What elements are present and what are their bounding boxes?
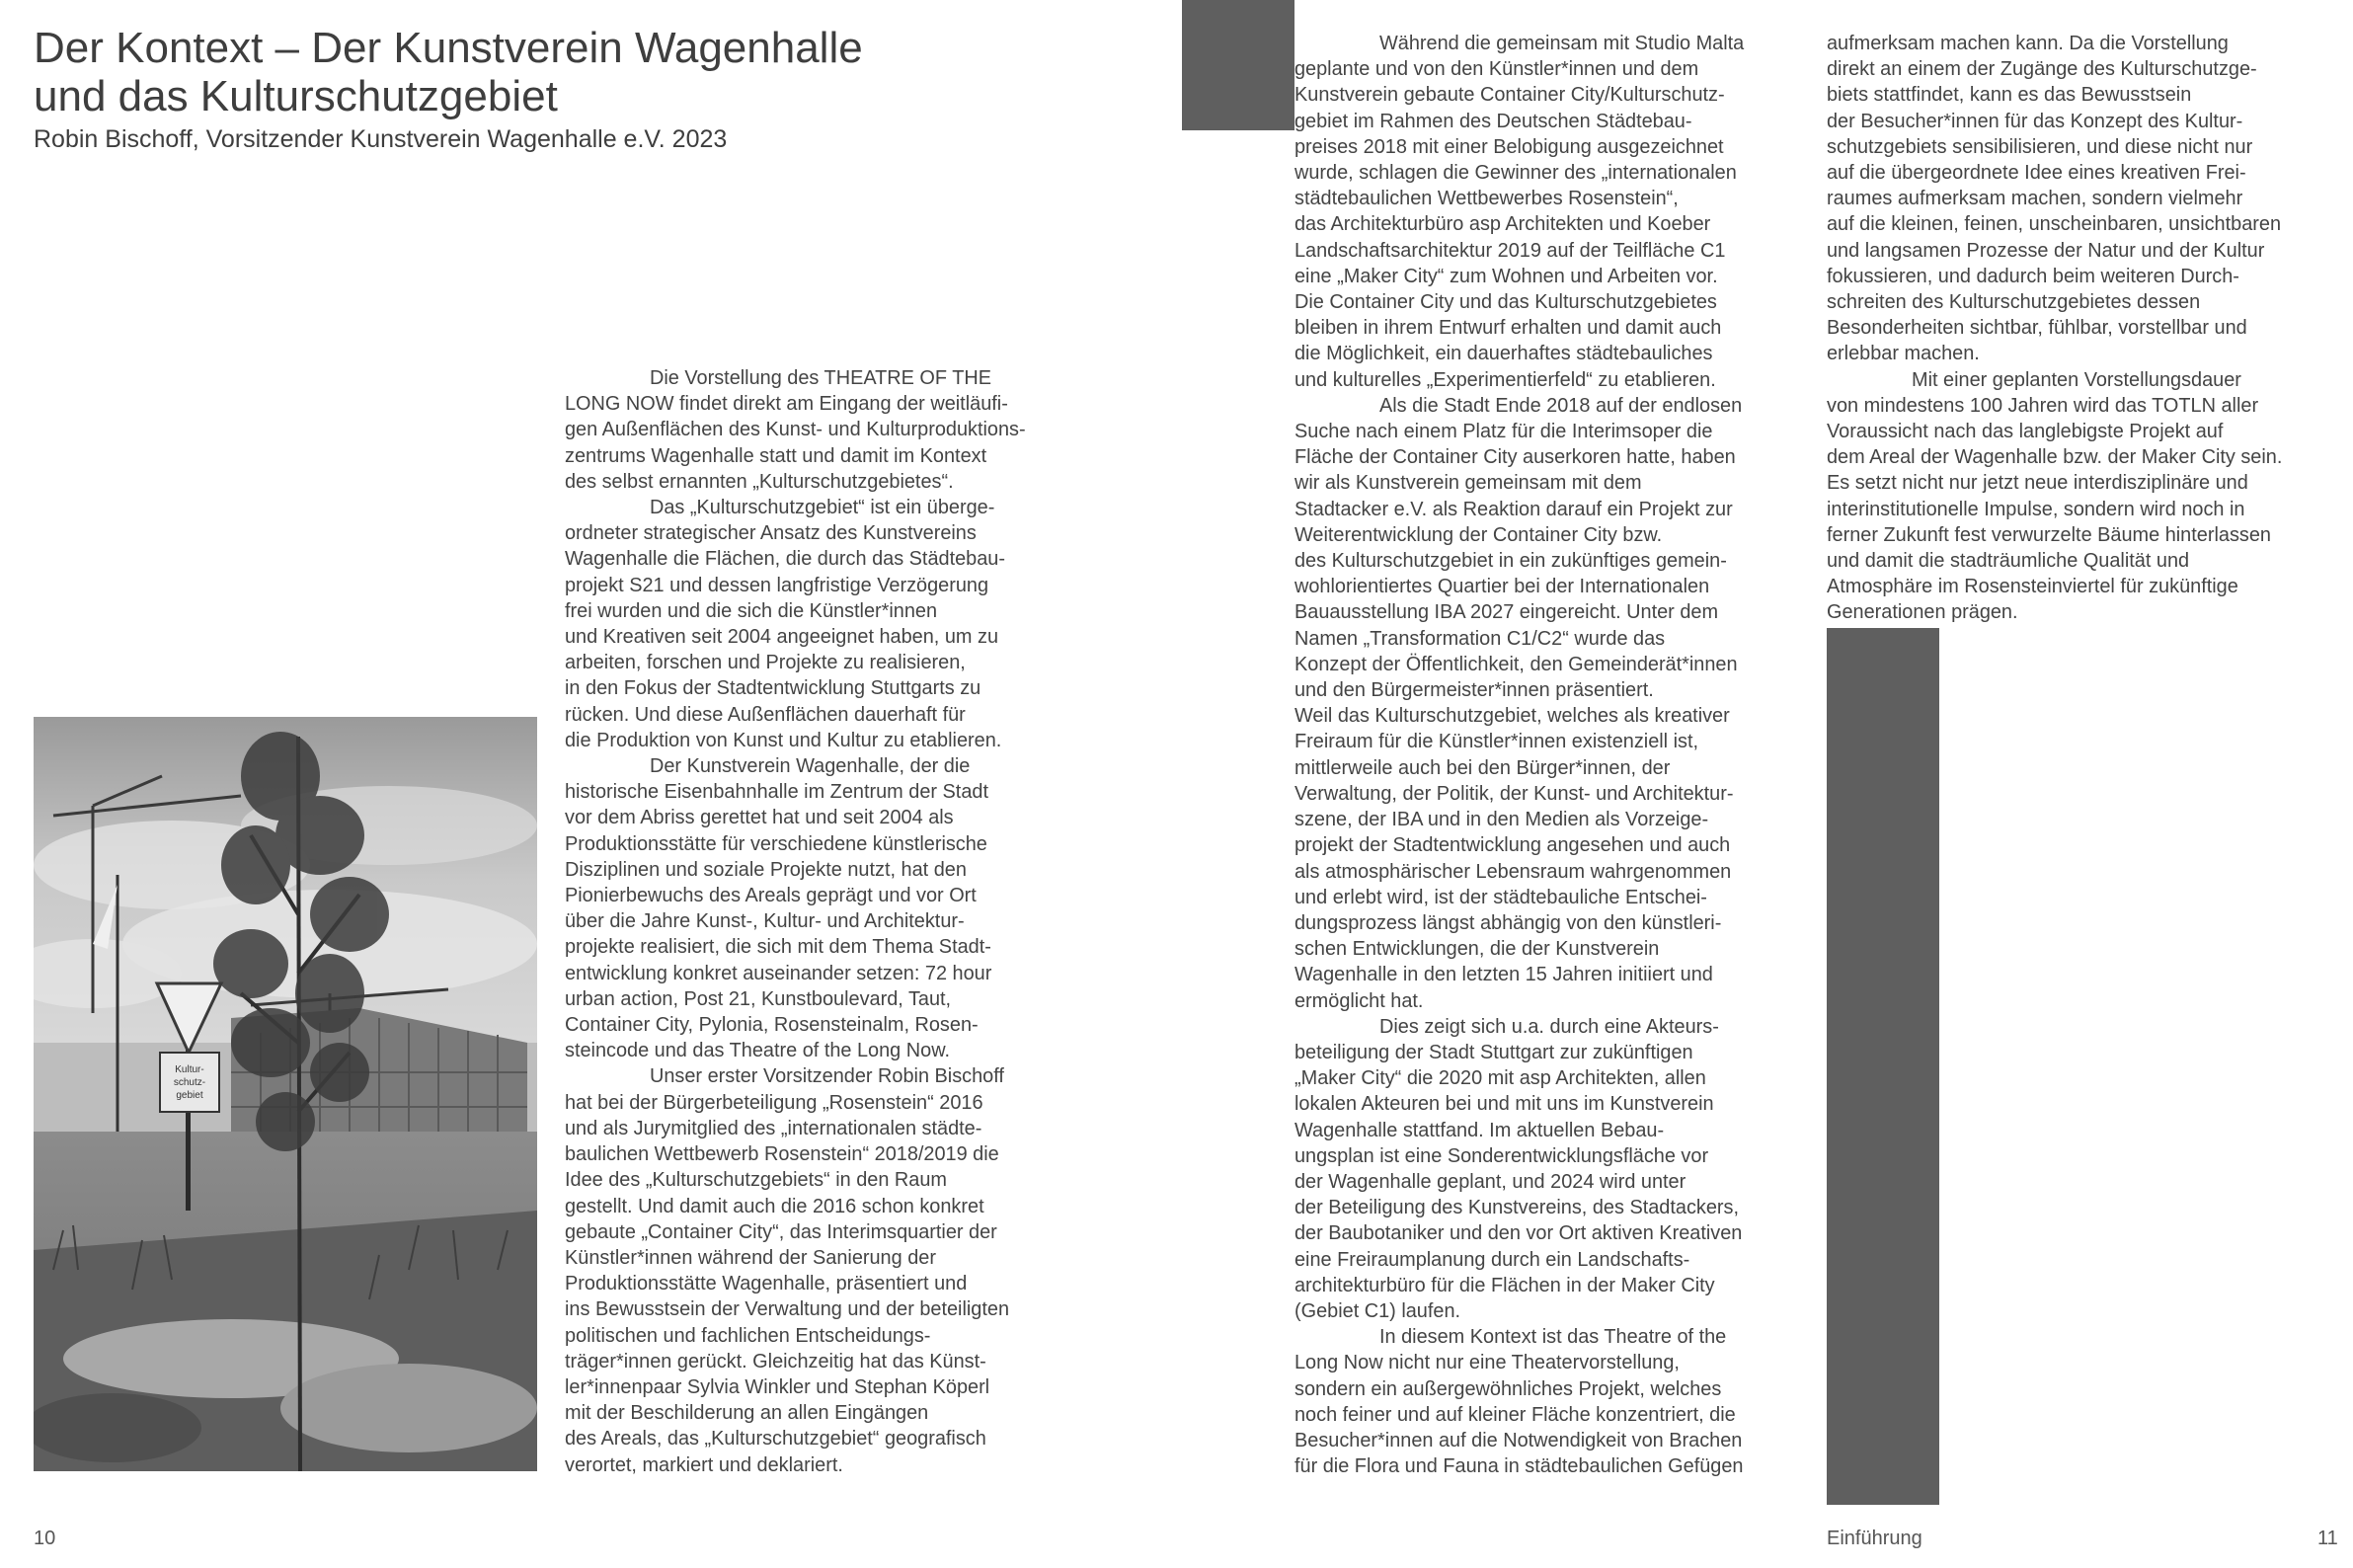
- text-line: raumes aufmerksam machen, sondern vielmehr: [1827, 188, 2243, 210]
- text-line: Weil das Kulturschutzgebiet, welches als kreativer: [1294, 705, 1730, 728]
- text-line: auf die übergeordnete Idee eines kreativen Frei-: [1827, 162, 2246, 185]
- text-line: entwicklung konkret auseinander setzen: 72 hour: [565, 962, 992, 984]
- text-line: Freiraum für die Künstler*innen existenziell ist,: [1294, 731, 1699, 753]
- sign-text-1: Kultur-: [175, 1064, 204, 1075]
- text-line: Produktionsstätte für verschiedene künstlerische: [565, 832, 987, 855]
- text-line: ordneter strategischer Ansatz des Kunstvereins: [565, 522, 977, 545]
- text-line: projekte realisiert, die sich mit dem Thema Stadt-: [565, 936, 991, 959]
- text-line: noch feiner und auf kleiner Fläche konzentriert, die: [1294, 1403, 1736, 1426]
- text-line: Dies zeigt sich u.a. durch eine Akteurs-: [1379, 1015, 1719, 1038]
- photo-scene: [34, 717, 537, 1471]
- text-line: In diesem Kontext ist das Theatre of the: [1379, 1326, 1727, 1349]
- text-line: und kulturelles „Experimentierfeld“ zu etablieren.: [1294, 368, 1716, 391]
- text-line: historische Eisenbahnhalle im Zentrum der Stadt: [565, 781, 988, 804]
- text-line: ferner Zukunft fest verwurzelte Bäume hinterlassen: [1827, 523, 2271, 546]
- text-line: Suche nach einem Platz für die Interimsoper die: [1294, 421, 1713, 443]
- text-line: projekt S21 und dessen langfristige Verzögerung: [565, 574, 989, 596]
- text-line: Idee des „Kulturschutzgebiets“ in den Raum: [565, 1169, 947, 1192]
- text-line: ler*innenpaar Sylvia Winkler und Stephan Köperl: [565, 1375, 990, 1398]
- text-line: des Kulturschutzgebiet in ein zukünftiges gemein-: [1294, 550, 1727, 573]
- text-line: bleiben in ihrem Entwurf erhalten und damit auch: [1294, 317, 1722, 340]
- text-line: erlebbar machen.: [1827, 343, 1980, 365]
- paragraph: [565, 753, 1078, 1063]
- right-body-column-2: [1827, 31, 2340, 626]
- text-line: Künstler*innen während der Sanierung der: [565, 1246, 936, 1269]
- text-line: gebaute „Container City“, das Interimsquartier der: [565, 1220, 997, 1243]
- text-line: architekturbüro für die Flächen in der Maker City: [1294, 1274, 1715, 1296]
- text-line: und damit die stadträumliche Qualität und: [1827, 550, 2190, 573]
- text-line: der Besucher*innen für das Konzept des Kultur-: [1827, 110, 2243, 132]
- text-line: beteiligung der Stadt Stuttgart zur zukünftigen: [1294, 1041, 1693, 1063]
- text-line: schreiten des Kulturschutzgebietes dessen: [1827, 291, 2201, 314]
- text-line: Die Container City und das Kulturschutzgebietes: [1294, 291, 1717, 314]
- wagenhalle-photo: [34, 717, 537, 1471]
- text-line: verortet, markiert und deklariert.: [565, 1453, 843, 1476]
- text-line: Konzept der Öffentlichkeit, den Gemeinderät*innen: [1294, 653, 1738, 675]
- text-line: (Gebiet C1) laufen.: [1294, 1299, 1461, 1322]
- paragraph: [1294, 56, 1808, 393]
- text-line: und langsamen Prozesse der Natur und der Kultur: [1827, 239, 2265, 262]
- text-line: rücken. Und diese Außenflächen dauerhaft für: [565, 703, 966, 726]
- text-line: wir als Kunstverein gemeinsam mit dem: [1294, 472, 1642, 495]
- text-line: ins Bewusstsein der Verwaltung und der beteiligten: [565, 1298, 1010, 1321]
- paragraph: [565, 1063, 1078, 1477]
- text-line: zentrums Wagenhalle statt und damit im Kontext: [565, 444, 987, 467]
- text-line: des Areals, das „Kulturschutzgebiet“ geografisch: [565, 1428, 986, 1450]
- text-line: Wagenhalle die Flächen, die durch das Städtebau-: [565, 548, 1005, 571]
- text-line: Produktionsstätte Wagenhalle, präsentiert und: [565, 1273, 968, 1295]
- text-line: als atmosphärischer Lebensraum wahrgenommen: [1294, 860, 1732, 883]
- text-line: aufmerksam machen kann. Da die Vorstellung: [1827, 33, 2229, 54]
- paragraph: [565, 365, 1078, 495]
- paragraph: [1827, 393, 2340, 626]
- article-title: [34, 24, 922, 120]
- text-line: träger*innen gerückt. Gleichzeitig hat das Künst-: [565, 1350, 986, 1372]
- paragraph: [1294, 1014, 1808, 1040]
- text-line: und Kreativen seit 2004 angeeignet haben, um zu: [565, 626, 999, 649]
- text-line: szene, der IBA und in den Medien als Vorzeige-: [1294, 809, 1709, 831]
- text-line: Weiterentwicklung der Container City bzw.: [1294, 523, 1663, 546]
- text-line: fokussieren, und dadurch beim weiteren Durch-: [1827, 265, 2239, 287]
- text-line: Unser erster Vorsitzender Robin Bischoff: [650, 1065, 1004, 1088]
- paragraph: [1827, 367, 2340, 393]
- title-line-2: und das Kulturschutzgebiet: [34, 72, 558, 120]
- text-line: Disziplinen und soziale Projekte nutzt, hat den: [565, 858, 967, 881]
- text-line: eine Freiraumplanung durch ein Landschafts-: [1294, 1248, 1690, 1271]
- text-line: wohlorientiertes Quartier bei der Internationalen: [1294, 576, 1710, 598]
- text-line: gen Außenflächen des Kunst- und Kulturproduktions-: [565, 419, 1026, 441]
- paragraph: [1294, 419, 1808, 1014]
- paragraph: [565, 495, 1078, 753]
- text-line: mittlerweile auch bei den Bürger*innen, der: [1294, 756, 1671, 779]
- left-body-column: [565, 365, 1078, 1478]
- text-line: preises 2018 mit einer Belobigung ausgezeichnet: [1294, 135, 1724, 158]
- text-line: direkt an einem der Zugänge des Kulturschutzge-: [1827, 58, 2257, 81]
- section-label: Einführung: [1827, 1528, 1922, 1549]
- page-number-left: 10: [34, 1528, 56, 1549]
- text-line: das Architekturbüro asp Architekten und Koeber: [1294, 213, 1711, 236]
- paragraph: [1827, 31, 2340, 367]
- text-line: Landschaftsarchitektur 2019 auf der Teilfläche C1: [1294, 239, 1726, 262]
- text-line: Als die Stadt Ende 2018 auf der endlosen: [1379, 394, 1743, 417]
- text-line: projekt der Stadtentwicklung angesehen und auch: [1294, 834, 1731, 857]
- text-line: geplante und von den Künstler*innen und dem: [1294, 58, 1699, 81]
- text-line: der Wagenhalle geplant, und 2024 wird unter: [1294, 1170, 1686, 1193]
- text-line: Wagenhalle stattfand. Im aktuellen Bebau-: [1294, 1119, 1665, 1141]
- text-line: mit der Beschilderung an allen Eingängen: [565, 1402, 929, 1425]
- text-line: über die Jahre Kunst-, Kultur- und Architektur-: [565, 910, 965, 933]
- text-line: eine „Maker City“ zum Wohnen und Arbeiten vor.: [1294, 265, 1718, 287]
- text-line: sondern ein außergewöhnliches Projekt, welches: [1294, 1377, 1722, 1400]
- text-line: Long Now nicht nur eine Theatervorstellung,: [1294, 1352, 1680, 1374]
- text-line: ungsplan ist eine Sonderentwicklungsfläche vor: [1294, 1144, 1709, 1167]
- text-line: urban action, Post 21, Kunstboulevard, Taut,: [565, 987, 952, 1010]
- text-line: in den Fokus der Stadtentwicklung Stuttgarts zu: [565, 677, 981, 700]
- text-line: Wagenhalle in den letzten 15 Jahren initiiert und: [1294, 964, 1713, 986]
- text-line: schen Entwicklungen, die der Kunstverein: [1294, 938, 1660, 961]
- text-line: Mit einer geplanten Vorstellungsdauer: [1912, 368, 2241, 391]
- text-line: von mindestens 100 Jahren wird das TOTLN aller: [1827, 394, 2259, 417]
- paragraph: [1294, 1324, 1808, 1350]
- text-line: Es setzt nicht nur jetzt neue interdisziplinäre und: [1827, 472, 2248, 495]
- text-line: der Beteiligung des Kunstvereins, des Stadtackers,: [1294, 1197, 1740, 1219]
- text-line: des selbst ernannten „Kulturschutzgebietes“.: [565, 470, 954, 493]
- text-line: biets stattfindet, kann es das Bewusstsein: [1827, 84, 2192, 107]
- text-line: Das „Kulturschutzgebiet“ ist ein überge-: [650, 497, 995, 519]
- text-line: Pionierbewuchs des Areals geprägt und vor Ort: [565, 885, 977, 907]
- text-line: dungsprozess längst abhängig von den künstleri-: [1294, 911, 1722, 934]
- text-line: Besonderheiten sichtbar, fühlbar, vorstellbar und: [1827, 317, 2247, 340]
- text-line: Während die gemeinsam mit Studio Malta: [1379, 33, 1745, 54]
- text-line: Container City, Pylonia, Rosensteinalm, Rosen-: [565, 1014, 979, 1037]
- right-body-column-1: [1294, 31, 1808, 1479]
- text-line: für die Flora und Fauna in städtebaulichen Gefügen: [1294, 1455, 1744, 1478]
- text-line: Namen „Transformation C1/C2“ wurde das: [1294, 627, 1666, 650]
- text-line: gestellt. Und damit auch die 2016 schon konkret: [565, 1195, 984, 1217]
- text-line: Fläche der Container City auserkoren hatte, haben: [1294, 446, 1736, 469]
- text-line: politischen und fachlichen Entscheidungs-: [565, 1324, 931, 1347]
- text-line: frei wurden und die sich die Künstler*innen: [565, 599, 938, 622]
- text-line: Voraussicht nach das langlebigste Projekt auf: [1827, 421, 2224, 443]
- decorative-block-top: [1182, 0, 1294, 130]
- text-line: Verwaltung, der Politik, der Kunst- und Architektur-: [1294, 782, 1734, 805]
- text-line: Besucher*innen auf die Notwendigkeit von Brachen: [1294, 1429, 1743, 1451]
- author-subtitle: Robin Bischoff, Vorsitzender Kunstverein Wagenhalle e.V. 2023: [34, 125, 728, 153]
- text-line: lokalen Akteuren bei und mit uns im Kunstverein: [1294, 1093, 1714, 1116]
- text-line: gebiet im Rahmen des Deutschen Städtebau-: [1294, 110, 1692, 132]
- text-line: „Maker City“ die 2020 mit asp Architekten, allen: [1294, 1067, 1706, 1090]
- text-line: Stadtacker e.V. als Reaktion darauf ein Projekt zur: [1294, 498, 1733, 520]
- text-line: vor dem Abriss gerettet hat und seit 2004 als: [565, 807, 954, 829]
- text-line: auf die kleinen, feinen, unscheinbaren, unsichtbaren: [1827, 213, 2282, 236]
- text-line: und erlebt wird, ist der städtebauliche Entschei-: [1294, 886, 1707, 908]
- paragraph: [1294, 31, 1808, 56]
- text-line: städtebaulichen Wettbewerbes Rosenstein“,: [1294, 188, 1679, 210]
- page-number-right: 11: [2317, 1528, 2338, 1549]
- paragraph: [1294, 1040, 1808, 1324]
- decorative-block-bottom: [1827, 628, 1939, 1505]
- text-line: dem Areal der Wagenhalle bzw. der Maker City sein.: [1827, 446, 2283, 469]
- text-line: schutzgebiets sensibilisieren, und diese nicht nur: [1827, 135, 2253, 158]
- text-line: die Produktion von Kunst und Kultur zu etablieren.: [565, 729, 1002, 751]
- title-line-1: Der Kontext – Der Kunstverein Wagenhalle: [34, 24, 863, 72]
- text-line: arbeiten, forschen und Projekte zu realisieren,: [565, 652, 966, 674]
- text-line: wurde, schlagen die Gewinner des „internationalen: [1294, 162, 1737, 185]
- text-line: Der Kunstverein Wagenhalle, der die: [650, 755, 971, 778]
- text-line: ermöglicht hat.: [1294, 989, 1424, 1012]
- text-line: der Baubotaniker und den vor Ort aktiven Kreativen: [1294, 1222, 1743, 1245]
- text-line: steincode und das Theatre of the Long Now.: [565, 1040, 950, 1062]
- sign-text-2: schutz-: [173, 1077, 206, 1088]
- text-line: und als Jurymitglied des „internationalen städte-: [565, 1117, 982, 1139]
- text-line: und den Bürgermeister*innen präsentiert.: [1294, 679, 1654, 702]
- text-line: Kunstverein gebaute Container City/Kulturschutz-: [1294, 84, 1725, 107]
- text-line: interinstitutionelle Impulse, sondern wird noch in: [1827, 498, 2245, 520]
- text-line: hat bei der Bürgerbeteiligung „Rosenstein“ 2016: [565, 1091, 983, 1114]
- sign-text-3: gebiet: [176, 1090, 203, 1101]
- text-line: Atmosphäre im Rosensteinviertel für zukünftige: [1827, 576, 2238, 598]
- text-line: Bauausstellung IBA 2027 eingereicht. Unter dem: [1294, 601, 1719, 624]
- paragraph: [1294, 1350, 1808, 1479]
- text-line: baulichen Wettbewerb Rosenstein“ 2018/2019 die: [565, 1143, 999, 1166]
- text-line: die Möglichkeit, ein dauerhaftes städtebauliches: [1294, 343, 1713, 365]
- paragraph: [1294, 393, 1808, 419]
- text-line: Die Vorstellung des THEATRE OF THE: [650, 367, 991, 389]
- text-line: Generationen prägen.: [1827, 601, 2018, 624]
- text-line: LONG NOW findet direkt am Eingang der weitläufi-: [565, 393, 1008, 416]
